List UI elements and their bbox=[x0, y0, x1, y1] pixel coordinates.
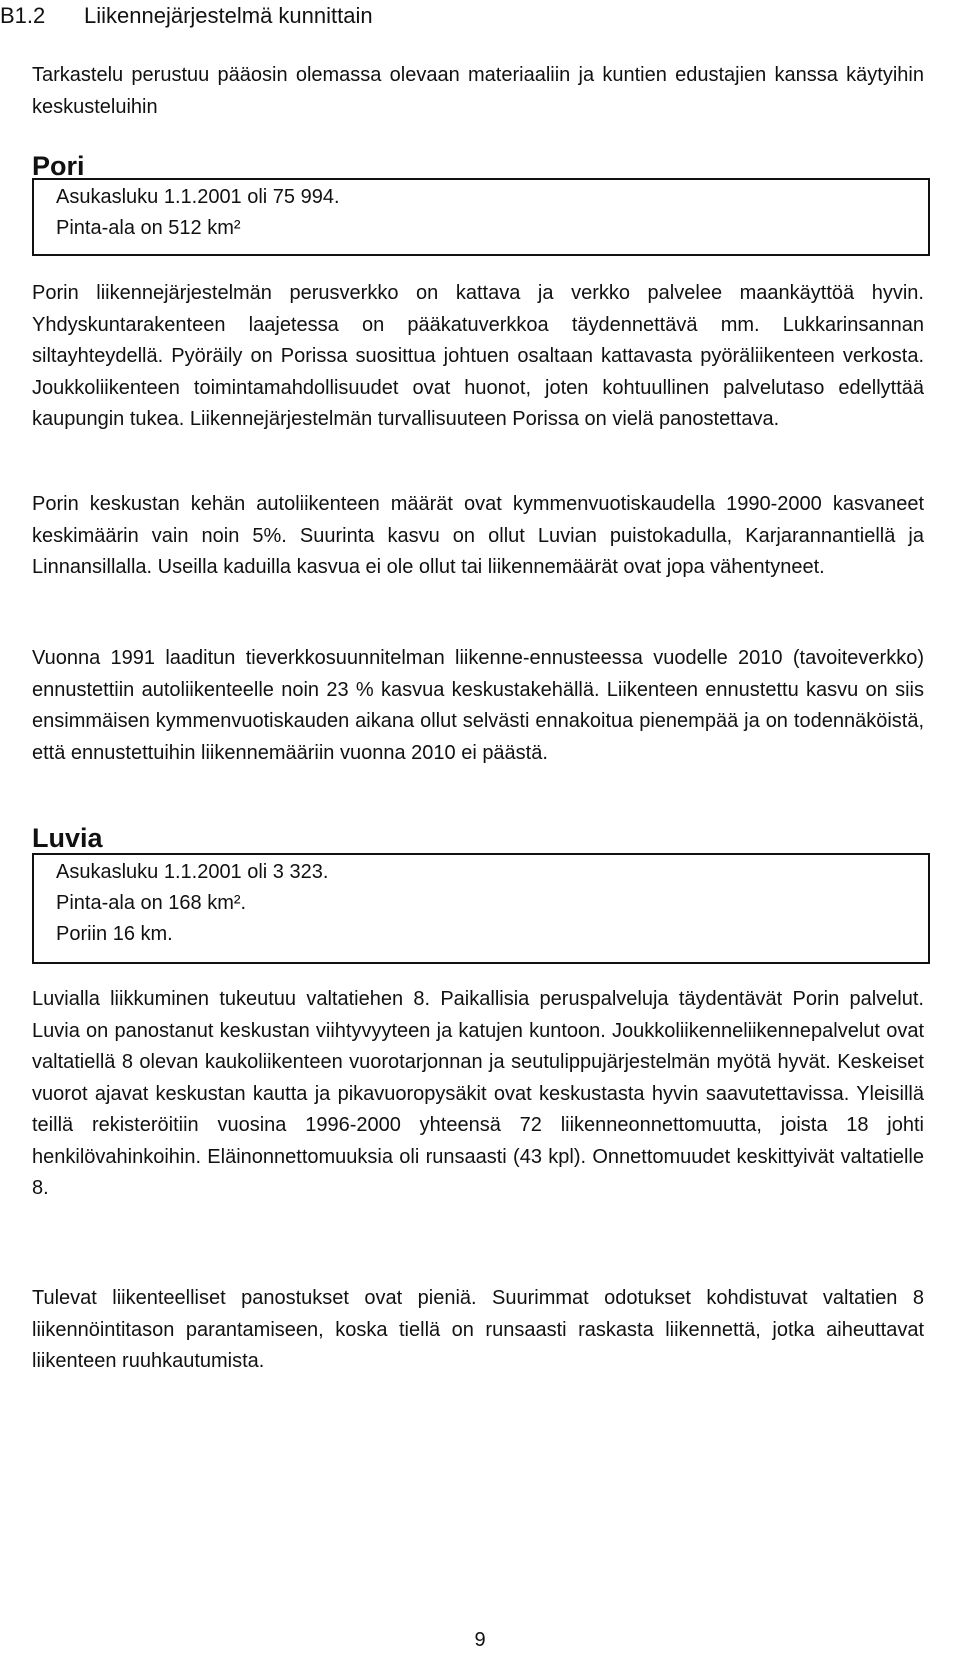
luvia-area: Pinta-ala on 168 km². bbox=[56, 892, 247, 914]
luvia-population: Asukasluku 1.1.2001 oli 3 323. bbox=[56, 861, 329, 883]
luvia-paragraph-2: Tulevat liikenteelliset panostukset ovat pieniä. Suurimmat odotukset kohdistuvat valtatien 8 liikennöintitason parantamiseen, koska tiellä on runsaasti raskasta liikennettä, jotka aiheuttavat liikenteen ruuhkautumista. bbox=[32, 1287, 924, 1372]
section-number: B1.2 bbox=[0, 3, 46, 28]
luvia-paragraph-1: Luvialla liikkuminen tukeutuu valtatiehen 8. Paikallisia peruspalveluja täydentävät Porin palvelut. Luvia on panostanut keskustan viihtyvyyteen ja katujen kuntoon. Joukkoliikenneliikennepalvelut ovat valtatiellä 8 olevan kaukoliikenteen vuorotarjonnan ja seutulippujärjestelmän myötä hyvät. Keskeiset vuorot ajavat keskustan kautta ja pikavuoropysäkit ovat keskustasta hyvin saavutettavissa. Yleisillä teillä rekisteröitiin vuosina 1996-2000 yhteensä 72 liikenneonnettomuutta, joista 18 johti henkilövahinkoihin. Eläinonnettomuuksia oli runsaasti (43 kpl). Onnettomuudet keskittyivät valtatielle 8. bbox=[32, 988, 924, 1199]
pori-paragraph-3: Vuonna 1991 laaditun tieverkkosuunnitelman liikenne-ennusteessa vuodelle 2010 (tavoiteverkko) ennustettiin autoliikenteelle noin 23 % kasvua keskustakehällä. Liikenteen ennustettu kasvu on siis ensimmäisen kymmenvuotiskauden aikana ollut selvästi ennakoitua pienempää ja on todennäköistä, että ennustettuihin liikennemääriin vuonna 2010 ei päästä. bbox=[32, 647, 924, 764]
luvia-distance: Poriin 16 km. bbox=[56, 923, 173, 945]
pori-heading: Pori bbox=[32, 151, 85, 181]
luvia-heading: Luvia bbox=[32, 823, 103, 853]
pori-population: Asukasluku 1.1.2001 oli 75 994. bbox=[56, 186, 340, 208]
page-number: 9 bbox=[474, 1629, 486, 1651]
intro-paragraph: Tarkastelu perustuu pääosin olemassa olevaan materiaaliin ja kuntien edustajien kanssa käytyihin keskusteluihin bbox=[32, 64, 924, 118]
section-title: Liikennejärjestelmä kunnittain bbox=[84, 3, 373, 28]
pori-paragraph-2: Porin keskustan kehän autoliikenteen määrät ovat kymmenvuotiskaudella 1990-2000 kasvaneet keskimäärin vain noin 5%. Suurinta kasvu on ollut Luvian puistokadulla, Karjarannantiellä ja Linnansillalla. Useilla kaduilla kasvua ei ole ollut tai liikennemäärät ovat jopa vähentyneet. bbox=[32, 493, 924, 578]
section-heading bbox=[0, 2, 373, 30]
pori-area: Pinta-ala on 512 km² bbox=[56, 217, 241, 239]
pori-info-box bbox=[32, 178, 930, 256]
pori-paragraph-1: Porin liikennejärjestelmän perusverkko on kattava ja verkko palvelee maankäyttöä hyvin. Yhdyskuntarakenteen laajetessa on pääkatuverkkoa täydennettävä mm. Lukkarinsannan siltayhteydellä. Pyöräily on Porissa suosittua johtuen osaltaan kattavasta pyöräliikenteen verkosta. Joukkoliikenteen toimintamahdollisuudet ovat huonot, joten kohtuullinen palvelutaso edellyttää kaupungin tukea. Liikennejärjestelmän turvallisuuteen Porissa on vielä panostettava. bbox=[32, 282, 924, 430]
luvia-info-box bbox=[32, 853, 930, 964]
